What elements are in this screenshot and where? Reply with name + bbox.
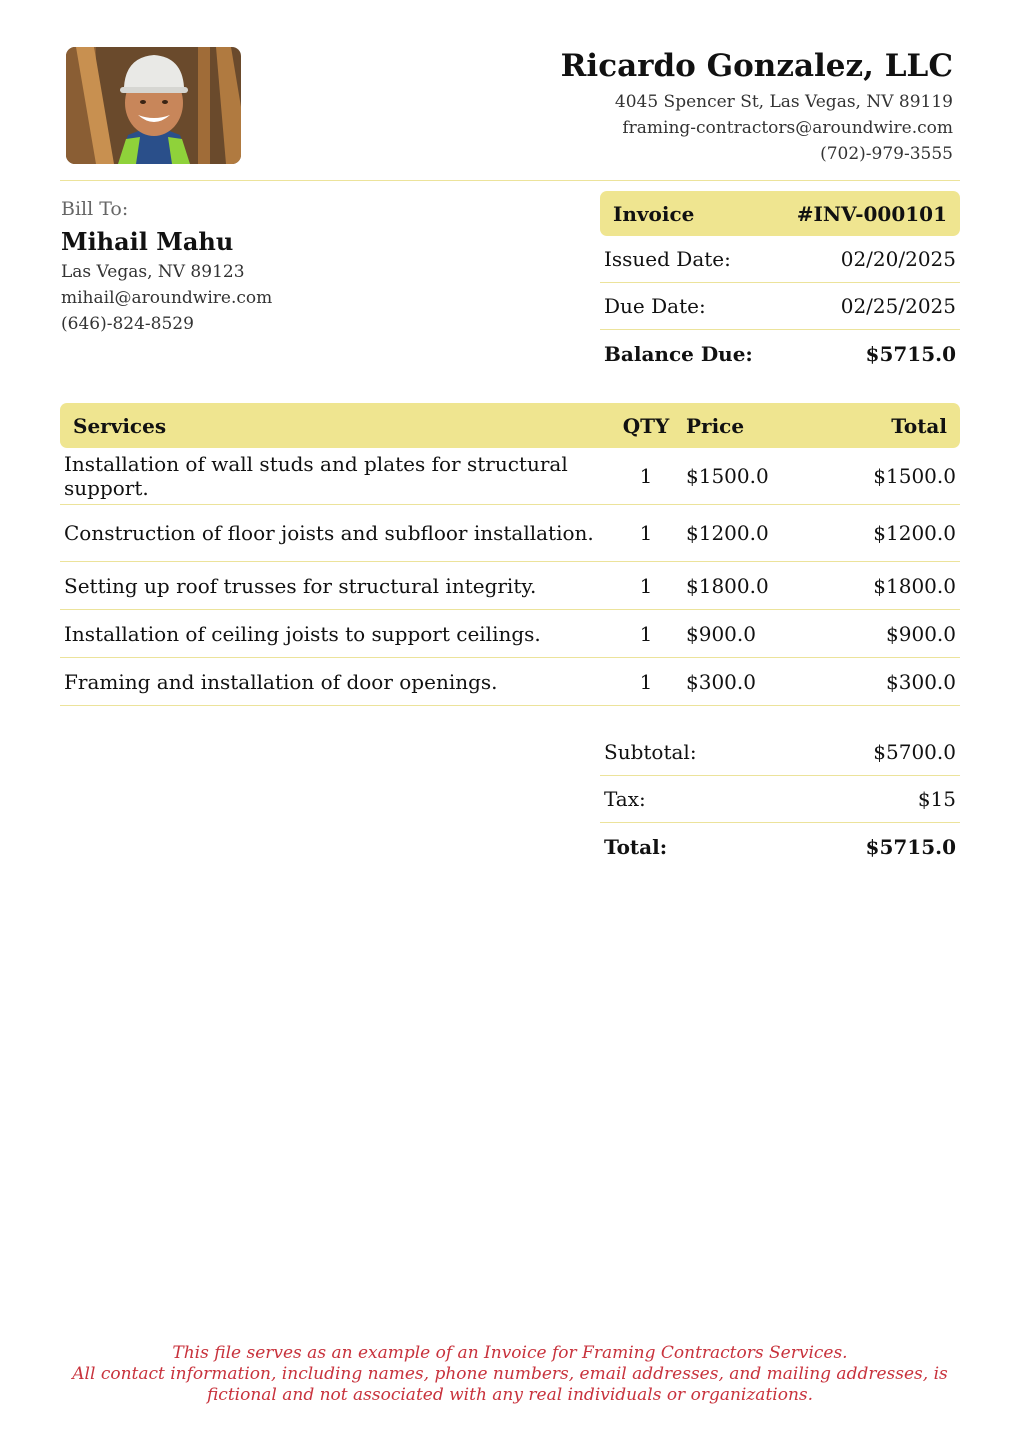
header-services: Services	[73, 413, 167, 438]
issued-date-value: 02/20/2025	[840, 247, 956, 271]
service-description: Installation of wall studs and plates for structural support.	[64, 452, 568, 500]
header-qty: QTY	[622, 413, 670, 438]
header-divider	[60, 180, 960, 181]
service-qty: 1	[639, 573, 653, 598]
disclaimer-line-3: fictional and not associated with any real individuals or organizations.	[206, 1385, 814, 1405]
service-total: $1500.0	[873, 464, 956, 488]
subtotal-row	[600, 729, 960, 776]
invoice-summary	[600, 191, 960, 377]
service-description: Framing and installation of door openings.	[64, 669, 498, 694]
service-qty: 1	[639, 464, 653, 488]
invoice-header	[600, 191, 960, 236]
company-address: 4045 Spencer St, Las Vegas, NV 89119	[614, 92, 953, 112]
bill-to-section	[61, 196, 272, 337]
service-price: $300.0	[686, 669, 756, 694]
header-price: Price	[686, 413, 745, 438]
due-date-row	[600, 283, 960, 330]
due-date-label: Due Date:	[604, 294, 706, 318]
disclaimer-footer	[0, 1343, 1020, 1406]
service-qty: 1	[639, 621, 653, 646]
service-total: $1800.0	[873, 573, 956, 598]
company-email: framing-contractors@aroundwire.com	[622, 118, 953, 138]
service-total: $900.0	[886, 621, 956, 646]
client-name: Mihail Mahu	[61, 227, 234, 256]
contractor-photo	[66, 47, 241, 164]
services-table	[60, 403, 960, 706]
table-row	[60, 658, 960, 706]
service-description: Construction of floor joists and subfloor installation.	[64, 521, 594, 545]
bill-to-label: Bill To:	[61, 198, 129, 220]
invoice-label: Invoice	[613, 201, 695, 226]
service-description: Installation of ceiling joists to support ceilings.	[64, 621, 541, 646]
due-date-value: 02/25/2025	[840, 294, 956, 318]
company-name: Ricardo Gonzalez, LLC	[560, 48, 953, 84]
balance-due-row	[600, 330, 960, 377]
table-row	[60, 610, 960, 658]
balance-due-value: $5715.0	[865, 341, 956, 366]
header-total: Total	[891, 413, 947, 438]
issued-date-label: Issued Date:	[604, 247, 731, 271]
client-email: mihail@aroundwire.com	[61, 288, 273, 308]
company-phone: (702)-979-3555	[820, 144, 953, 164]
service-total: $1200.0	[873, 521, 956, 545]
service-qty: 1	[639, 521, 653, 545]
balance-due-label: Balance Due:	[604, 341, 753, 366]
subtotal-value: $5700.0	[873, 740, 956, 764]
services-header	[60, 403, 960, 448]
company-info	[561, 46, 953, 167]
service-price: $1200.0	[686, 521, 769, 545]
service-qty: 1	[639, 669, 653, 694]
disclaimer-line-1: This file serves as an example of an Invoice for Framing Contractors Services.	[172, 1343, 848, 1363]
service-total: $300.0	[886, 669, 956, 694]
table-row	[60, 505, 960, 562]
client-address: Las Vegas, NV 89123	[61, 262, 245, 282]
table-row	[60, 562, 960, 610]
service-price: $1800.0	[686, 573, 769, 598]
tax-label: Tax:	[604, 787, 646, 811]
client-phone: (646)-824-8529	[61, 314, 194, 334]
total-row	[600, 823, 960, 870]
subtotal-label: Subtotal:	[604, 740, 697, 764]
tax-row	[600, 776, 960, 823]
issued-date-row	[600, 236, 960, 283]
service-price: $1500.0	[686, 464, 769, 488]
tax-value: $15	[917, 787, 956, 811]
disclaimer-line-2: All contact information, including names, phone numbers, email addresses, and mailing addresses, is	[72, 1364, 948, 1384]
total-value: $5715.0	[865, 834, 956, 859]
invoice-number: #INV-000101	[796, 201, 947, 226]
table-row	[60, 448, 960, 505]
total-label: Total:	[604, 834, 668, 859]
service-description: Setting up roof trusses for structural integrity.	[64, 573, 537, 598]
service-price: $900.0	[686, 621, 756, 646]
totals-section	[600, 729, 960, 870]
